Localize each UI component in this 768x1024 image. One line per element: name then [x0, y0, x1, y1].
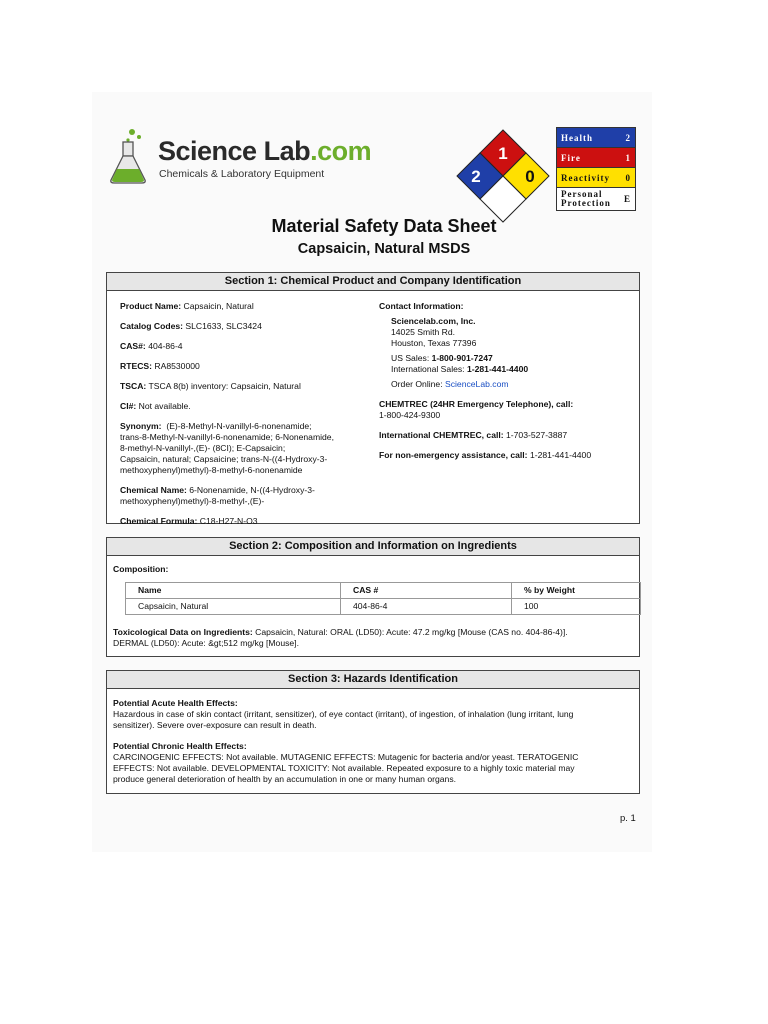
composition-label: Composition: [113, 564, 169, 574]
contact-information: Contact Information: Sciencelab.com, Inc. 14025 Smith Rd. Houston, Texas 77396 US Sales: 1-800-901-7247 International Sales: 1-281-441-4400 Order Online: ScienceLab.com CHEMTREC (24HR Emergency Telephone), call: 1-800-424-9300 International CHEMTREC, call: 1-703-527-3887 For non-emergency assistance, call: 1-281-441-4400 [379, 301, 634, 470]
acute-health-effects: Potential Acute Health Effects: Hazardous in case of skin contact (irritant, sensitizer), of eye contact (irritant), of ingestion, of inhalation (lung irritant, lung sensitizer). Severe over-exposure can result in death. [113, 698, 574, 730]
chemical-formula: Chemical Formula: C18-H27-N-O3 [120, 516, 258, 526]
section-2-heading: Section 2: Composition and Information on Ingredients [107, 538, 639, 556]
document-title: Material Safety Data Sheet [271, 216, 497, 236]
tsca: TSCA: TSCA 8(b) inventory: Capsaicin, Natural [120, 381, 301, 391]
chemtrec: CHEMTREC (24HR Emergency Telephone), call: 1-800-424-9300 [379, 399, 574, 420]
logo-tagline: Chemicals & Laboratory Equipment [159, 168, 325, 180]
cas-number: CAS#: 404-86-4 [120, 341, 183, 351]
section-2 [106, 537, 640, 657]
company-address: Sciencelab.com, Inc. 14025 Smith Rd. Houston, Texas 77396 [391, 316, 477, 348]
hazard-row-personal-protection: Personal Protection E [557, 188, 636, 211]
product-name: Product Name: Capsaicin, Natural [120, 301, 254, 311]
international-chemtrec: International CHEMTREC, call: 1-703-527-3887 [379, 430, 568, 440]
nfpa-diamond [455, 128, 551, 224]
nfpa-health-value: 2 [471, 167, 481, 186]
table-row: Capsaicin, Natural 404-86-4 100 [126, 599, 641, 615]
catalog-codes: Catalog Codes: SLC1633, SLC3424 [120, 321, 262, 331]
non-emergency-assistance: For non-emergency assistance, call: 1-281-441-4400 [379, 450, 592, 460]
chemical-name: Chemical Name: 6-Nonenamide, N-((4-Hydroxy-3- methoxyphenyl)methyl)-8-methyl-,(E)- [120, 485, 315, 506]
section-3-heading: Section 3: Hazards Identification [107, 671, 639, 689]
section-3 [106, 670, 640, 794]
composition-table [125, 582, 641, 615]
chronic-health-effects: Potential Chronic Health Effects: CARCINOGENIC EFFECTS: Not available. MUTAGENIC EFFECTS: Mutagenic for bacteria and/or yeast. TERATOGENIC EFFECTS: Not available. DEVELOPMENTAL TOXICITY: Not available. Repeated exposure to a highly toxic material may produce general deterioration of health by an accumulation in one or many human organs. [113, 741, 579, 784]
nfpa-fire-value: 1 [498, 144, 508, 163]
document-subtitle: Capsaicin, Natural MSDS [297, 241, 471, 257]
flask-icon [106, 126, 150, 186]
section-1 [106, 272, 640, 524]
hazard-rating-table [556, 127, 636, 211]
page-number: p. 1 [620, 813, 636, 824]
logo-wordmark: Science Lab.com [158, 136, 372, 166]
order-online: Order Online: ScienceLab.com [391, 379, 509, 389]
hazard-row-health: Health 2 [557, 128, 636, 148]
product-identification [120, 301, 365, 536]
hazard-row-fire: Fire 1 [557, 148, 636, 168]
section-1-heading: Section 1: Chemical Product and Company Identification [107, 273, 639, 291]
ci-number: CI#: Not available. [120, 401, 191, 411]
rtecs: RTECS: RA8530000 [120, 361, 200, 371]
order-online-link[interactable]: ScienceLab.com [444, 379, 509, 389]
toxicological-data: Toxicological Data on Ingredients: Capsaicin, Natural: ORAL (LD50): Acute: 47.2 mg/kg [Mouse (CAS no. 404-86-4)]. DERMAL (LD50): Acute: &gt;512 mg/kg [Mouse]. [113, 627, 568, 648]
sciencelab-logo[interactable] [106, 126, 372, 188]
hazard-row-reactivity: Reactivity 0 [557, 168, 636, 188]
sales-phones: US Sales: 1-800-901-7247 International Sales: 1-281-441-4400 [391, 353, 529, 374]
synonym: Synonym: (E)-8-Methyl-N-vanillyl-6-nonenamide; trans-8-Methyl-N-vanillyl-6-nonenamide; 6-Nonenamide, 8-methyl-N-vanillyl-,(E)- (8CI); E-Capsaicin; Capsaicin, natural; Capsaicine; trans-N-((4-Hydroxy-3- methoxyphenyl)methyl)-8-methyl-6-nonenamide [120, 421, 334, 475]
table-header: Name CAS # % by Weight [126, 583, 641, 599]
nfpa-reactivity-value: 0 [525, 167, 535, 186]
